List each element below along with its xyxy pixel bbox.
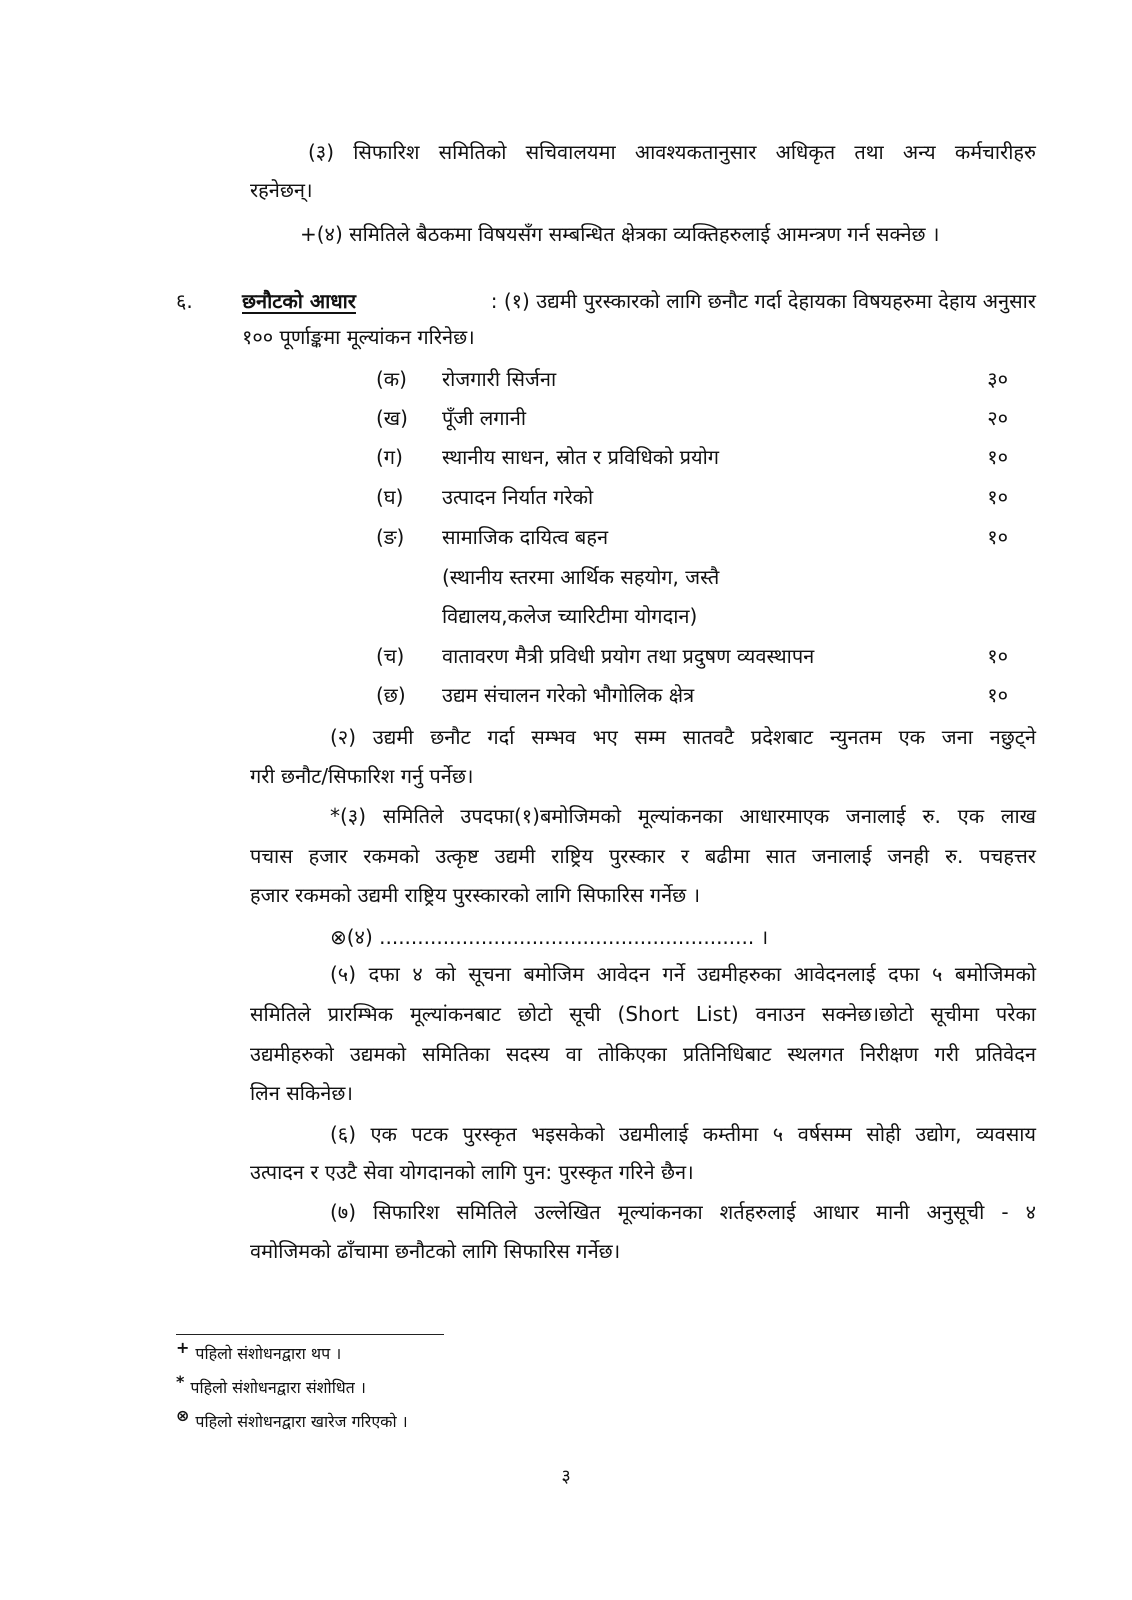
p3-line3: हजार रकमको उद्यमी राष्ट्रिय पुरस्कारको लागि सिफारिस गर्नेछ । [250,883,701,907]
criteria-label: (छ) [376,683,406,707]
criteria-marks: १० [987,445,1008,469]
p3-line1: *(३) समितिले उपदफा(१)बमोजिमको मूल्यांकनका आधारमाएक जनालाई रु. एक लाख [330,804,1036,828]
p7-line2: वमोजिमको ढाँचामा छनौटको लागि सिफारिस गर्नेछ। [250,1239,621,1263]
page-number: ३ [561,1466,571,1487]
footnote-symbol: + [176,1338,190,1357]
section6-line1-rest: : (१) उद्यमी पुरस्कारको लागि छनौट गर्दा देहायका विषयहरुमा देहाय अनुसार [490,289,1036,313]
footnote-text: पहिलो संशोधनद्वारा संशोधित । [190,1378,366,1397]
criteria-marks: १० [987,485,1008,509]
footnote-item [176,1372,366,1397]
p5-line4: लिन सकिनेछ। [250,1081,353,1105]
p5-line3: उद्यमीहरुको उद्यमको समितिका सदस्य वा तोकिएका प्रतिनिधिबाट स्थलगत निरीक्षण गरी प्रतिवेदन [250,1042,1036,1066]
criteria-text: सामाजिक दायित्व बहन [442,525,609,549]
footnote-item [176,1338,342,1363]
p2-line2: गरी छनौट/सिफारिश गर्नु पर्नेछ। [250,764,474,788]
sub3-line1: (३) सिफारिश समितिको सचिवालयमा आवश्यकतानुसार अधिकृत तथा अन्य कर्मचारीहरु [308,140,1036,164]
criteria-marks: १० [987,644,1008,668]
criteria-label: (च) [376,644,405,668]
footnote-text: पहिलो संशोधनद्वारा थप । [195,1344,342,1363]
criteria-label: (घ) [376,485,404,509]
section6-line2: १०० पूर्णाङ्कमा मूल्यांकन गरिनेछ। [242,325,475,349]
criteria-label: (ङ) [376,525,405,549]
criteria-text: उद्यम संचालन गरेको भौगोलिक क्षेत्र [442,683,695,707]
section6-line1 [242,291,1036,311]
criteria-text: स्थानीय साधन, स्रोत र प्रविधिको प्रयोग [442,445,720,469]
p5-line2: समितिले प्रारम्भिक मूल्यांकनबाट छोटो सूची (Short List) वनाउन सक्नेछ।छोटो सूचीमा परेका [250,1002,1036,1026]
footnote-symbol: * [176,1372,185,1391]
criteria-text: उत्पादन निर्यात गरेको [442,485,594,509]
criteria-text: वातावरण मैत्री प्रविधी प्रयोग तथा प्रदुषण व्यवस्थापन [442,644,815,668]
criteria-marks: ३० [987,367,1008,391]
p3-line2: पचास हजार रकमको उत्कृष्ट उद्यमी राष्ट्रिय पुरस्कार र बढीमा सात जनालाई जनही रु. पचहत्तर [250,844,1036,868]
footnote-symbol: ⊗ [176,1406,190,1425]
p6-line2: उत्पादन र एउटै सेवा योगदानको लागि पुन: पुरस्कृत गरिने छैन। [250,1160,694,1184]
criteria-marks: १० [987,525,1008,549]
criteria-text: रोजगारी सिर्जना [442,367,557,391]
footnote-divider [176,1334,444,1335]
p2-line1: (२) उद्यमी छनौट गर्दा सम्भव भए सम्म सातवटै प्रदेशबाट न्युनतम एक जना नछुट्ने [330,725,1036,749]
p7-line1: (७) सिफारिश समितिले उल्लेखित मूल्यांकनका शर्तहरुलाई आधार मानी अनुसूची - ४ [330,1200,1036,1224]
criteria-marks: १० [987,683,1008,707]
criteria-text: पूँजी लगानी [442,406,527,430]
criteria-label: (ख) [376,406,408,430]
section6-number: ६. [176,289,193,313]
criteria-label: (क) [376,367,407,391]
sub3-line2: रहनेछन्। [250,178,313,202]
criteria-note: (स्थानीय स्तरमा आर्थिक सहयोग, जस्तै [442,565,720,589]
p6-line1: (६) एक पटक पुरस्कृत भइसकेको उद्यमीलाई कम्तीमा ५ वर्षसम्म सोही उद्योग, व्यवसाय [330,1122,1036,1146]
criteria-marks: २० [987,406,1008,430]
criteria-label: (ग) [376,445,403,469]
sub4-line: +(४) समितिले बैठकमा विषयसँग सम्बन्धित क्षेत्रका व्यक्तिहरुलाई आमन्त्रण गर्न सक्नेछ । [300,222,940,246]
criteria-note: विद्यालय,कलेज च्यारिटीमा योगदान) [442,604,698,628]
p5-line1: (५) दफा ४ को सूचना बमोजिम आवेदन गर्ने उद्यमीहरुका आवेदनलाई दफा ५ बमोजिमको [330,962,1036,986]
section6-heading: छनौटको आधार [242,289,356,313]
p4-line: ⊗(४) ........................................................... । [330,925,769,949]
footnote-item [176,1406,408,1431]
footnote-text: पहिलो संशोधनद्वारा खारेज गरिएको । [195,1412,408,1431]
